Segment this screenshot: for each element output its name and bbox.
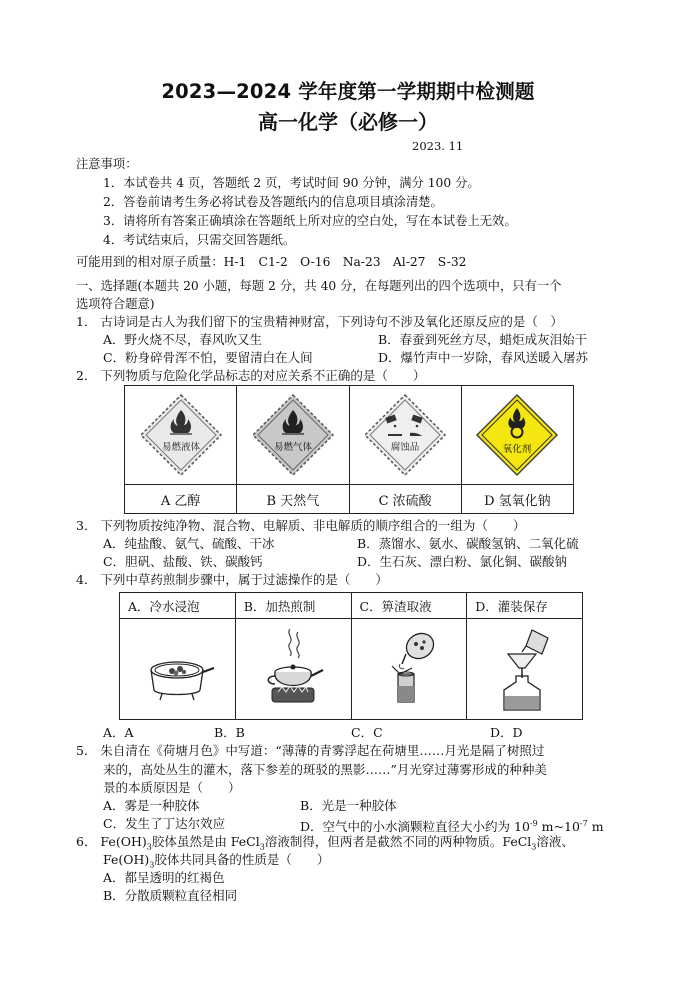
q2-option-a: A 乙醇	[125, 485, 237, 514]
q5-option-b: B．光是一种胶体	[300, 798, 397, 813]
q4-header-a: A．冷水浸泡	[120, 593, 236, 619]
hazard-cell	[125, 386, 237, 485]
q3-option-d: D．生石灰、漂白粉、氯化铜、碳酸钠	[357, 554, 568, 569]
exam-title: 2023—2024 学年度第一学期期中检测题	[161, 80, 535, 103]
q5-option-c: C．发生了丁达尔效应	[103, 816, 226, 831]
q5-option-a: A．雾是一种胶体	[103, 798, 200, 813]
q4-stem: 4． 下列中草药煎制步骤中，属于过滤操作的是（ ）	[76, 572, 388, 587]
q4-choice-d: D．D	[490, 725, 523, 740]
flammable-liquid-icon	[138, 392, 224, 478]
bottling-illustration	[467, 619, 583, 720]
q2-option-c: C 浓硫酸	[349, 485, 461, 514]
q3-option-b: B．蒸馏水、氨水、碳酸氢钠、二氧化硫	[357, 536, 579, 551]
soaking-pot-illustration	[120, 619, 236, 720]
q3-option-c: C．胆矾、盐酸、铁、碳酸钙	[103, 554, 263, 569]
q2-option-b: B 天然气	[237, 485, 349, 514]
exam-date: 2023. 11	[412, 139, 464, 153]
q2-stem: 2． 下列物质与危险化学品标志的对应关系不正确的是（ ）	[76, 368, 426, 383]
q4-header-c: C．箅渣取液	[351, 593, 467, 619]
q2-hazard-table	[124, 385, 574, 514]
q1-option-d: D．爆竹声中一岁除，春风送暖入屠苏	[378, 350, 589, 365]
q1-option-a: A．野火烧不尽，春风吹又生	[103, 332, 263, 347]
q2-option-d: D 氢氧化钠	[461, 485, 573, 514]
q3-option-a: A．纯盐酸、氨气、硫酸、干冰	[103, 536, 275, 551]
decocting-pot-illustration	[235, 619, 351, 720]
atomic-masses: 可能用到的相对原子质量：H-1 C1-2 O-16 Na-23 Al-27 S-32	[76, 255, 467, 269]
q1-stem: 1． 古诗词是古人为我们留下的宝贵精神财富，下列诗句不涉及氧化还原反应的是（ ）	[76, 314, 563, 329]
notes-heading: 注意事项：	[76, 157, 138, 171]
section1-line2: 选项符合题意)	[76, 297, 155, 311]
hazard-label: 腐蚀品	[390, 442, 420, 453]
note-item: 3．请将所有答案正确填涂在答题纸上所对应的空白处，写在本试卷上无效。	[103, 214, 517, 228]
q6-stem-line2: $Fe(OH)_3$胶体共同具备的性质是（ ）	[103, 852, 330, 870]
q4-choice-c: C．C	[351, 725, 383, 740]
q4-header-b: B．加热煎制	[235, 593, 351, 619]
hazard-label: 氧化剂	[503, 444, 532, 455]
q4-choice-b: B．B	[214, 725, 245, 740]
q5-stem-line1: 5． 朱自清在《荷塘月色》中写道：“薄薄的青雾浮起在荷塘里……月光是隔了树照过	[76, 743, 545, 758]
note-item: 2．答卷前请考生务必将试卷及答题纸内的信息项目填涂清楚。	[103, 195, 443, 209]
note-item: 4．考试结束后，只需交回答题纸。	[103, 233, 296, 247]
straining-illustration	[351, 619, 467, 720]
flammable-gas-icon	[250, 392, 336, 478]
q5-stem-line3: 景的本质原因是（ ）	[103, 780, 241, 795]
q5-stem-line2: 来的，高处丛生的灌木，落下参差的斑驳的黑影……”月光穿过薄雾形成的种种美	[103, 762, 547, 777]
q6-option-b: B．分散质颗粒直径相同	[103, 888, 238, 903]
q4-procedure-table	[119, 592, 583, 720]
exam-subtitle: 高一化学（必修一）	[258, 110, 438, 134]
q6-option-a: A．都呈透明的红褐色	[103, 870, 225, 885]
note-item: 1．本试卷共 4 页，答题纸 2 页，考试时间 90 分钟，满分 100 分。	[103, 176, 480, 190]
section1-line1: 一、选择题(本题共 20 小题，每题 2 分，共 40 分，在每题列出的四个选项中，只有一个	[76, 279, 562, 293]
q3-stem: 3． 下列物质按纯净物、混合物、电解质、非电解质的顺序组合的一组为（ ）	[76, 518, 526, 533]
hazard-cell	[237, 386, 349, 485]
q4-choice-a: A．A	[103, 725, 134, 740]
q5-option-d: D．空气中的小水滴颗粒直径大小约为 $10^{-9}$ $m\sim 10^{-7}$ m	[300, 819, 604, 835]
hazard-label: 易燃气体	[273, 442, 312, 453]
q1-option-c: C．粉身碎骨浑不怕，要留清白在人间	[103, 350, 313, 365]
hazard-cell	[461, 386, 573, 485]
q1-option-b: B．春蚕到死丝方尽，蜡炬成灰泪始干	[378, 332, 588, 347]
corrosive-icon	[362, 392, 448, 478]
q6-stem-line1: 6． $Fe(OH)_3$胶体虽然是由 FeCl$_3$溶液制得，但两者是截然不同的两种物质。FeCl$_3$溶液、	[76, 834, 574, 852]
hazard-cell	[349, 386, 461, 485]
hazard-label: 易燃液体	[161, 442, 200, 453]
oxidizer-icon	[474, 392, 560, 478]
q4-header-d: D．灌装保存	[467, 593, 583, 619]
